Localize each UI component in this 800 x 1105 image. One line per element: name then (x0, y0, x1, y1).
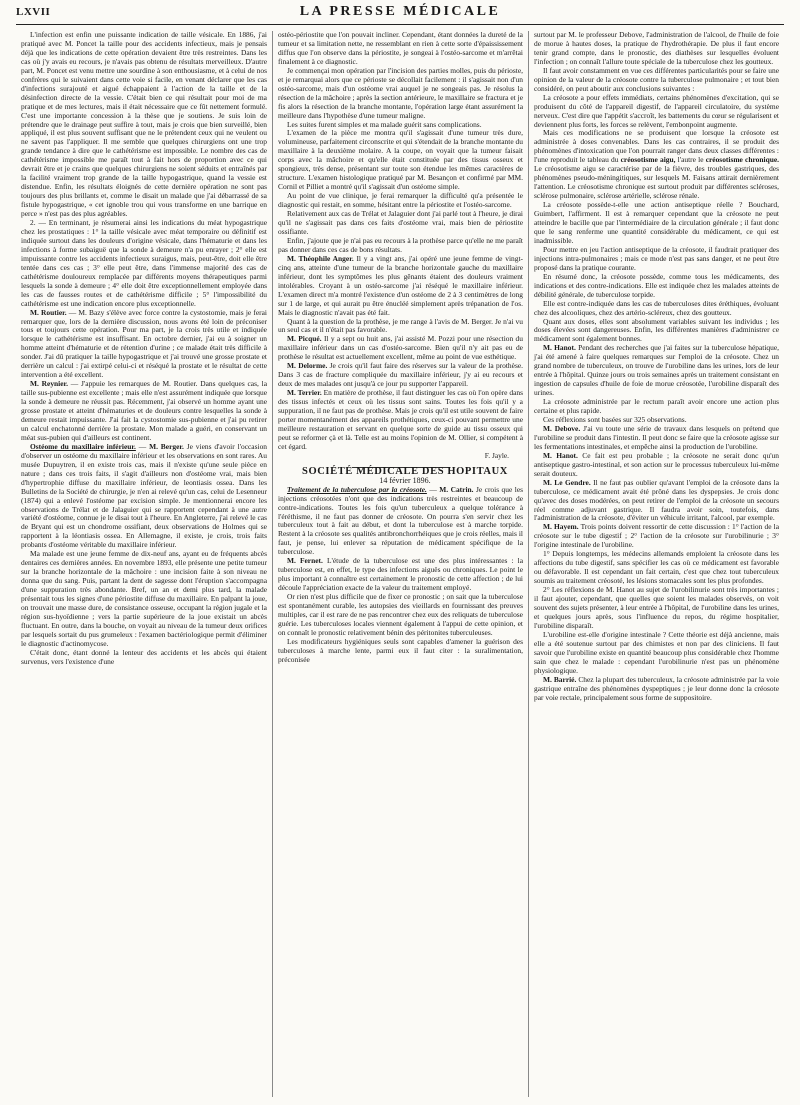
text-run: l'autre le (675, 155, 706, 165)
paragraph: En résumé donc, la créosote possède, comme tous les médicaments, des indications et des contre-indications. Elle est indiquée chez les malades atteints de débilité générale, de tuberculose torpide. (534, 271, 779, 299)
paragraph: ostéo-périostite que l'on pouvait incliner. Cependant, étant données la dureté de la tumeur et sa limitation nette, ne ressemblant en rien à cette sorte d'épaississement diffus que l'on observe dans la périostite, je songeai à l'ostéo-sarcome et m'arrêtai finalement à ce diagnostic. (278, 31, 523, 66)
author-signature: F. Jayle. (484, 450, 509, 460)
paragraph: M. Reynier. — J'appuie les remarques de M. Routier. Dans quelques cas, la taille sus-pubienne est excellente ; mais elle n'est assurément indiquée que lorsque la sonde à demeure ne réussit pas. Récemment, j'ai observé un homme ayant une grosse prostate et atteint d'hématuries et de douleurs contre lesquelles la sonde à demeure restait impuissante. J'ai fait la cystostomie sus-pubienne et j'ai pu retirer un calcul enchatonné derrière la prostate. Mon malade a guéri, en conservant un méat sus-pubien qui d'ailleurs est continent. (21, 379, 267, 442)
speaker-name: M. Catrin. (439, 484, 474, 494)
speaker-name: M. Routier. (30, 307, 67, 317)
speaker-name: M. Terrier. (287, 388, 322, 398)
paragraph: La créosote administrée par le rectum paraît avoir encore une action plus certaine et plus rapide. (534, 397, 779, 416)
paragraph (278, 362, 523, 389)
paragraph: Au point de vue clinique, je ferai remarquer la difficulté qu'a présentée le diagnostic qui restait, en somme, hésitant entre la périostite et l'ostéo-sarcome. (278, 191, 523, 210)
speaker-text: Il ne faut pas oublier qu'avant l'emploi de la créosote dans la tuberculose, ce médicament avait été prôné dans les dyspepsies. Je crois donc qu'avec des doses modérées, on peut retirer de l'emploi de la créosote un secours réel comme adjuvant gastrique. Il faudra avoir soin, toutefois, dans l'administration de la créosote, d'éviter un véhicule irritant, l'alcool, par exemple. (534, 477, 780, 523)
speaker-name: M. Hanot. (543, 450, 578, 460)
speaker-name: M. Barrié. (543, 674, 577, 684)
speaker-text: Chez la plupart des tuberculeux, la créosote administrée par la voie gastrique entraîne des phénomènes dyspeptiques ; je leur donne donc la créosote par voie rectale, principalement sous forme de suppositoire. (534, 674, 780, 702)
paragraph (534, 129, 779, 201)
speaker-text: Il y a sept ou huit ans, j'ai assisté M. Pozzi pour une résection du maxillaire inférieur dans un cas d'ostéo-sarcome. Bien qu'il n'y ait pas eu de prothèse le résultat est actuellement excellent, même au point de vue esthétique. (278, 334, 523, 362)
paragraph: La créosote a pour effets immédiats, certains phénomènes d'excitation, qui se produisent du côté de l'appareil digestif, de l'appareil circulatoire, du système nerveux. C'est dire que l'appétit s'accroît, les battements du cœur se régularisent et deviennent plus forts, les forces se relèvent, l'embonpoint augmente. (534, 92, 779, 129)
paragraph: Il faut avoir constamment en vue ces différentes particularités pour se faire une opinion de la valeur de la créosote contre la tuberculose pulmonaire ; et tout bien considéré, on peut aboutir aux conclusions suivantes : (534, 65, 779, 93)
speaker-text: Pendant des recherches que j'ai faites sur la tuberculose hépatique, j'ai été amené à faire quelques remarques sur l'emploi de la créosote. Chez un grand nombre de tuberculeux, on trouve de l'urobiline dans les urines, lors de leur entrée à l'hôpital. Quinze jours ou trois semaines après un traitement consistant en ingestion de capsules d'huile de foie de morue créosotée, l'urobiline disparaît des urines. (534, 343, 780, 398)
paragraph: Quant à la question de la prothèse, je me range à l'avis de M. Berger. Je n'ai vu un seul cas et il n'était pas favorable. (278, 316, 523, 335)
paragraph: M. Routier. — M. Bazy s'élève avec force contre la cystostomie, mais je ferai remarquer que, lors de la dernière discussion, nous avons été loin de préconiser tous et toujours cette opération. Pour ma part, je la crois très utile et indiquée lorsque le cathétérisme est insuffisant. En octobre dernier, j'ai eu à soigner un homme atteint d'hématurie et de rétention d'urine ; ce malade était très difficile à sonder. J'ai dû pratiquer la taille hypogastrique et j'ai trouvé une grosse prostate et derrière un calcul : j'ai extirpé celui-ci et réséqué la prostate et le résultat de cette intervention a été excellent. (21, 307, 267, 380)
speaker-text: Ce fait est peu probable ; la créosote ne serait donc qu'un antiseptique gastro-intestinal, et son action sur le processus tuberculeux lui-même serait douteux. (534, 450, 779, 478)
journal-title: LA PRESSE MÉDICALE (299, 4, 501, 19)
paragraph (278, 389, 523, 452)
paragraph: Quant aux doses, elles sont absolument variables suivant les individus ; les doses élevées sont dangereuses. Enfin, les différentes manières d'administrer ce médicament sont également bonnes. (534, 316, 779, 344)
paragraph: 2. — En terminant, je résumerai ainsi les indications du méat hypogastrique chez les prostatiques : 1° la taille vésicale avec méat temporaire ou définitif est indiquée surtout dans les douleurs d'origine vésicale, dans l'hématurie et dans les infections à forme subaiguë que la sonde à demeure n'a pu enrayer ; 2° elle est impuissante contre les accidents infectieux suraigus, mais, peut-être, doit elle être tentée dans ces cas ; 3° elle peut être, dans l'immense majorité des cas de cathétérisme douloureux remplacée par différents moyens thérapeutiques parmi lesquels la sonde à demeure ; 4° elle doit être exceptionnellement employée dans les cas de fausses routes et de cathétérisme difficile ; 5° l'impossibilité du cathétérisme est une indication encore plus exceptionnelle. (21, 218, 267, 308)
speaker-text: Il y a vingt ans, j'ai opéré une jeune femme de vingt-cinq ans, atteinte d'une tumeur de la branche horizontale gauche du maxillaire inférieur, dont les symptômes les plus gênants étaient des douleurs vraiment intolérables. Croyant à un ostéo-sarcome j'ai réséqué le maxillaire inférieur. L'examen direct m'a montré l'existence d'un ostéome de 2 à 3 centimètres de long sur 1 de large, et qui aurait pu être énucléé simplement après trépanation de l'os. Mais le diagnostic n'avait pas été fait. (278, 253, 523, 317)
speaker-text: Trois points doivent ressortir de cette discussion : 1° l'action de la créosote sur le tube digestif ; 2° l'action de la créosote sur l'urobilinurie ; 3° l'origine intestinale de l'urobiline. (534, 522, 780, 550)
speaker-name: M. Picqué. (287, 334, 322, 344)
speaker-text: Je viens d'avoir l'occasion d'observer un ostéome du maxillaire inférieur et les observations en sont rares. Au musée Dupuytren, il en existe trois cas, mais il n'existe qu'une seule pièce en nature ; dans ces trois faits, il s'agit d'ailleurs non d'ostéome vrai, mais bien d'hypertrophie diffuse du maxillaire inférieur, de leontiasis ossea. Dans les Bulletins de la Société de chirurgie, je n'en ai relevé qu'un cas, celui de Lesenneur (1874) qui a enlevé l'ostéome par excision simple. Je mentionnerai encore les observations de Trélat et de Jalaguier qui se rapportent cependant à une autre variété d'ostéome, connue je le disai tout à l'heure. En Angleterre, j'ai relevé le cas de Bryant qui est un chondrome ossifiant, deux observations de Holmes qui se rapportent à la léontiasis ossea. En Allemagne, il existe, je crois, trois faits probants d'ostéome véritable du maxillaire inférieur. (21, 441, 268, 550)
paragraph (278, 255, 523, 318)
speaker-text: En matière de prothèse, il faut distinguer les cas où l'on opère dans des tissus infectés et ceux où les tissus sont sains. Toutes les fois qu'il y a suppuration, il ne faut pas de prothèse. Mais je crois qu'il est utile souvent de faire porter momentanément des appareils prothétiques, ceux-ci pouvant permettre une meilleure restauration et servant en quelque sorte de guide au tissu osseux qui peut se reformer çà et là. Telle est au moins l'opinion de M. Ollier, si compétent à cet égard. (278, 388, 523, 451)
paragraph: Or rien n'est plus difficile que de fixer ce pronostic ; on sait que la tuberculose est spontanément curable, les autopsies des vieillards en fournissant des preuves multiples, car il est rare de ne pas rencontrer chez eux des reliquats de tuberculose guérie. Les tuberculoses locales viennent également à l'appui de cette opinion, et on connaît le pronostic relativement bénin des péritonites tuberculeuses. (278, 592, 523, 637)
paragraph (534, 479, 779, 524)
text-columns (16, 31, 784, 1097)
speaker-text: J'appuie les remarques de M. Routier. Dans quelques cas, la taille sus-pubienne est excellente ; mais elle n'est assurément indiquée que lorsque la sonde à demeure ne réussit pas. Récemment, j'ai observé un homme ayant une grosse prostate et atteint d'hématuries et de douleurs contre lesquelles la sonde à demeure restait impuissante. J'ai fait la cystostomie sus-pubienne et j'ai pu retirer un calcul enchatonné derrière la prostate. Mon malade a guéri, en conservant un méat sus-pubien qui d'ailleurs est continent. (21, 379, 267, 442)
paragraph: 1° Depuis longtemps, les médecins allemands emploient la créosote dans les affections du tube digestif, sans spécifier les cas où ce médicament est favorable ou défavorable. Il est cependant un fait certain, c'est que chez tout tuberculeux soumis au traitement créosoté, les lésions stomacales sont les plus profondes. (534, 549, 779, 586)
paragraph: Les modificateurs hygiéniques seuls sont capables d'amener la guérison des tuberculoses à marche lente, parmi eux il faut citer : la suralimentation, préconisée (278, 636, 523, 664)
paragraph: Ces réflexions sont basées sur 325 observations. (543, 414, 687, 424)
paragraph (534, 676, 779, 703)
paragraph: L'urobiline est-elle d'origine intestinale ? Cette théorie est déjà ancienne, mais elle a été soutenue surtout par des chimistes et non par des cliniciens. Il faut savoir que l'urobiline existe en quantité beaucoup plus considérable chez l'homme sain que chez le malade : cependant l'urobilinurie n'est pas un phénomène physiologique. (534, 629, 779, 675)
speaker-text: Je crois que les injections créosotées n'ont que des indications très restreintes et beaucoup de contre-indications. Toutes les fois qu'un tuberculeux a quelque tolérance à l'éréthisme, il ne faut pas donner de créosote. On pourra s'en servir chez les tuberculeux tout à fait au début, et dont la tuberculose est à marche torpide. Restent à la créosote ses qualités antibronchorrhéiques que je crois réelles, mais il faut, je pense, lui enlever sa réputation de médicament spécifique de la tuberculose. (278, 484, 524, 557)
paragraph: Elle est contre-indiquée dans les cas de tuberculoses dites éréthiques, évoluant chez des alcooliques, chez des artério-scléreux, chez des goutteux. (534, 298, 779, 317)
paragraph (534, 344, 779, 398)
paragraph: Les suites furent simples et ma malade guérit sans complications. (287, 119, 482, 129)
paragraph: La créosote possède-t-elle une action antiseptique réelle ? Bouchard, Guimbert, l'affirment. Il est à remarquer cependant que la créosote ne peut atteindre le bacille que par l'intermédiaire de la circulation générale ; il faut donc que le sang renferme une quantité considérable du médicament, ce qui est inadmissible. (534, 200, 779, 245)
paragraph: L'infection est enfin une puissante indication de taille vésicale. En 1886, j'ai pratiqué avec M. Poncet la taille pour des accidents infectieux, mais je pensais déjà que les indications de cette opération devaient être très restreintes. Dans les cas où j'y avais eu recours, je n'avais pas obtenu de résultats merveilleux. D'autre part, M. Poncet est venu mettre une sourdine à son enthousiasme, et à celui de nos confrères qui le suivaient dans cette voie si facile, en venant déclarer que les cas d'infections surajouté et aigué échappaient à l'action de la taille et de la désinfection directe de la vessie. C'était bien ce qui résultait pour moi de ma pratique et de mes lectures, mais il était nécessaire que ce fût nettement formulé. C'est une importante concession à la thèse que je soutiens. Je suis loin de prétendre que le drainage peut suffire à tout, mais je crois que bien surveillé, bien appliqué, il est plus souvent suffisant que ne le prétendent ceux qui ne veulent ou ne savent pas l'appliquer. Il me semble que quelques chirurgiens ont une trop grande tendance à dire que le cathétérisme est impossible. Le nombre des cas de cathétérisme impossible me paraît tout à fait hors de proportion avec ce qui devrait être et je crains que quelques chirurgiens ne soient séduits et entraînés par la facilité vraiment trop grande de la taille hypogastrique, quand la vessie est distendue. Enfin, les résultats éloignés de cette dernière opération ne sont pas toujours des plus brillants et, comme le disait un malade que j'ai débarrassé de sa fistule hypogastrique, « cet ignoble trou qui vous transforme en une barrique en perce » n'est pas des plus agréables. (21, 31, 267, 219)
paragraph (278, 335, 523, 362)
speaker-name: M. Hayem. (543, 522, 579, 532)
speaker-name: M. Fernet. (287, 556, 323, 566)
paragraph: Traitement de la tuberculose par la créosote. — M. Catrin. Je crois que les injections créosotées n'ont que des indications très restreintes et beaucoup de contre-indications. Toutes les fois qu'un tuberculeux a quelque tolérance à l'éréthisme, il ne faut pas donner de créosote. On pourra s'en servir chez les tuberculeux tout à fait au début, et dont la tuberculose est à marche torpide. Restent à la créosote ses qualités antibronchorrhéiques que je crois réelles, mais il faut, je pense, lui enlever sa réputation de médicament spécifique de la tuberculose. (278, 484, 524, 557)
speaker-name: M. Théophile Anger. (287, 253, 354, 263)
paragraph: Pour mettre en jeu l'action antiseptique de la créosote, il faudrait pratiquer des injections intra-pulmonaires ; mais ce mode n'est pas sans danger, et ne peut être proposé dans la pratique courante. (534, 244, 779, 272)
paragraph (534, 523, 779, 550)
paragraph (534, 425, 779, 452)
paragraph: Ostéome du maxillaire inférieur. — M. Berger. Je viens d'avoir l'occasion d'observer un ostéome du maxillaire inférieur et les observations en sont rares. Au musée Dupuytren, il en existe trois cas, mais il n'existe qu'une seule pièce en nature ; dans ces trois faits, il s'agit d'ailleurs non d'ostéome vrai, mais bien d'hypertrophie diffuse du maxillaire inférieur, de leontiasis ossea. Dans les Bulletins de la Société de chirurgie, je n'en ai relevé qu'un cas, celui de Lesenneur (1874) qui a enlevé l'ostéome par excision simple. Je mentionnerai encore les observations de Trélat et de Jalaguier qui se rapportent cependant à une autre variété d'ostéome, connue je le disai tout à l'heure. En Angleterre, j'ai relevé le cas de Bryant qui est un chondrome ossifiant, deux observations de Holmes qui se rapportent à la léontiasis ossea. En Allemagne, il existe, je crois, trois faits probants d'ostéome véritable du maxillaire inférieur. (21, 441, 268, 550)
page-number: LXVII (16, 6, 51, 18)
page-header (16, 4, 784, 25)
paragraph: Je commençai mon opération par l'incision des parties molles, puis du périoste, et je remarquai alors que ce périoste se décollait facilement : il s'agissait non d'un ostéo-sarcome, mais d'un ostéome vrai auquel je ne songeais pas. Je résolus la résection de la mâchoire ; après la section antérieure, le maxillaire se fractura et je fis alors la résection de la branche montante, l'opération large étant assurément la meilleure dans l'hypothèse d'une tumeur maligne. (278, 65, 523, 120)
text-run: Le créosotisme aigu se caractérise par de la fièvre, des troubles gastriques, des phénomènes pseudo-méningitiques, sur lesquels M. Faisans attirait dernièrement l'attention. Le créosotisme chronique est surtout produit par différentes scléroses, sclérose pulmonaire, sclérose artérielle, sclérose rénale. (534, 164, 779, 201)
topic-title: Traitement de la tuberculose par la créosote. (287, 484, 427, 494)
speaker-name: M. Delorme. (287, 361, 328, 371)
column-2 (272, 31, 528, 1097)
speaker-text: Je crois qu'il faut faire des réserves sur la valeur de la prothèse. Dans 3 cas de fracture compliquée du maxillaire inférieur, j'y ai eu recours et deux de mes malades ont jusqu'à ce jour pu supporter l'appareil. (278, 361, 524, 389)
speaker-name: M. Berger. (149, 441, 184, 451)
speaker-name: M. Hanot. (543, 343, 576, 353)
text-run: Mais ces modifications ne se produisent que lorsque la créosote est administrée à doses convenables. Dans les cas contraires, il se produit des phénomènes d'intoxication que l'on pourrait ranger dans deux classes différentes : l'une reproduit le tableau du (534, 128, 779, 165)
paragraph: Enfin, j'ajoute que je n'ai pas eu recours à la prothèse parce qu'elle ne me paraît pas donner dans ces cas de bons résultats. (278, 235, 523, 254)
paragraph: surtout par M. le professeur Debove, l'administration de l'alcool, de l'huile de foie de morue à hautes doses, la pratique de l'hydrothérapie. De plus il faut encore tenir grand compte, dans le pronostic, des diathèses sur lesquelles évoluent l'infection ; on connaît l'allure toute spéciale de la tuberculose chez les goutteux. (534, 31, 779, 66)
section-date: 14 février 1896. (379, 475, 431, 485)
column-1 (16, 31, 272, 1097)
paragraph (278, 557, 523, 593)
paragraph: Ma malade est une jeune femme de dix-neuf ans, ayant eu de fréquents abcès dentaires ces dernières années. En novembre 1893, elle présente une petite tumeur sur la branche horizontale de la mâchoire : une incision faite à son niveau ne donna que du sang. Puis, partant la dent de sagesse dont l'éruption s'accompagna d'une suppuration très abondante. Bref, un an et demi plus tard, la malade présentait tous les signes d'une périostite diffuse du maxillaire. En palpant la joue, on trouvait une masse dure, de consistance osseuse, occupant la région jugale et la région sus-hyoïdienne ; vers la partie supérieure de la joue existait un abcès fluctuant. En outre, dans la bouche, on voyait au niveau de la tumeur deux orifices par lesquels sortait du pus grumeleux : l'examen bactériologique permit d'éliminer le diagnostic d'actinomycose. (21, 549, 267, 648)
speaker-name: M. Reynier. (30, 379, 69, 389)
paragraph: C'était donc, étant donné la lenteur des accidents et les abcès qui étaient survenus, vers l'existence d'une (21, 647, 267, 666)
paragraph: Relativement aux cas de Trélat et Jalaguier dont j'ai parlé tout à l'heure, je dirai qu'il ne s'agissait pas dans ces faits d'ostéome vrai, mais bien de périostite ossifiante. (278, 209, 523, 236)
speaker-text: L'étude de la tuberculose est une des plus intéressantes : la tuberculose est, en effet, le type des infections aiguës ou chroniques. Le point le plus important à connaître est certainement le pronostic de cette affection ; de lui découle l'appréciation exacte de la valeur du traitement employé. (278, 556, 523, 593)
topic-title: Ostéome du maxillaire inférieur. (30, 441, 136, 451)
column-3 (528, 31, 784, 1097)
paragraph (534, 452, 779, 479)
paragraph: L'examen de la pièce me montra qu'il s'agissait d'une tumeur très dure, volumineuse, parfaitement circonscrite et qui s'étendait de la branche montante du maxillaire à la deuxième molaire. A la coupe, on voyait que la tumeur faisait corps avec la mâchoire et qu'elle était constituée par des tissus osseux et spongieux, très dense, présentant sur toute son étendue les mêmes caractères de structure. L'examen histologique pratiqué par M. Besançon et confirmé par MM. Cornil et Pilliet a montré qu'il s'agissait d'un ostéome simple. (278, 128, 523, 192)
paragraph: 2° Les réflexions de M. Hanot au sujet de l'urobilinurie sont très importantes ; il faut ajouter, cependant, que quelles que soient les malades observés, on voit souvent des sujets présenter, à leur entrée à l'hôpital, de l'urobiline dans les urines, et quelques jours après, sous l'influence du repos, du régime hospitalier, l'urobiline disparaît. (534, 585, 779, 630)
speaker-text: J'ai vu toute une série de travaux dans lesquels on prétend que l'urobiline se produit dans l'intestin. Il peut donc se faire que la créosote agisse sur les fermentations intestinales, et empêche ainsi la production de l'urobiline. (534, 423, 779, 451)
emphasis: créosotisme chronique. (705, 155, 780, 165)
section-title: SOCIÉTÉ MÉDICALE DES HOPITAUX (302, 465, 508, 477)
speaker-name: M. Debove. (543, 423, 581, 433)
speaker-text: M. Bazy s'élève avec force contre la cystostomie, mais je ferai remarquer que, lors de la dernière discussion, nous avons été loin de préconiser tous et toujours cette opération. Pour ma part, je la crois très utile et indiquée lorsque le cathétérisme est insuffisant. En octobre dernier, j'ai eu à soigner un homme atteint d'hématurie et de rétention d'urine ; ce malade était très difficile à sonder. J'ai dû pratiquer la taille hypogastrique et j'ai trouvé une grosse prostate et derrière un calcul : j'ai extirpé celui-ci et réséqué la prostate et le résultat de cette intervention a été excellent. (21, 307, 267, 380)
emphasis: créosotisme aigu, (620, 155, 676, 165)
speaker-name: M. Le Gendre. (543, 477, 591, 487)
